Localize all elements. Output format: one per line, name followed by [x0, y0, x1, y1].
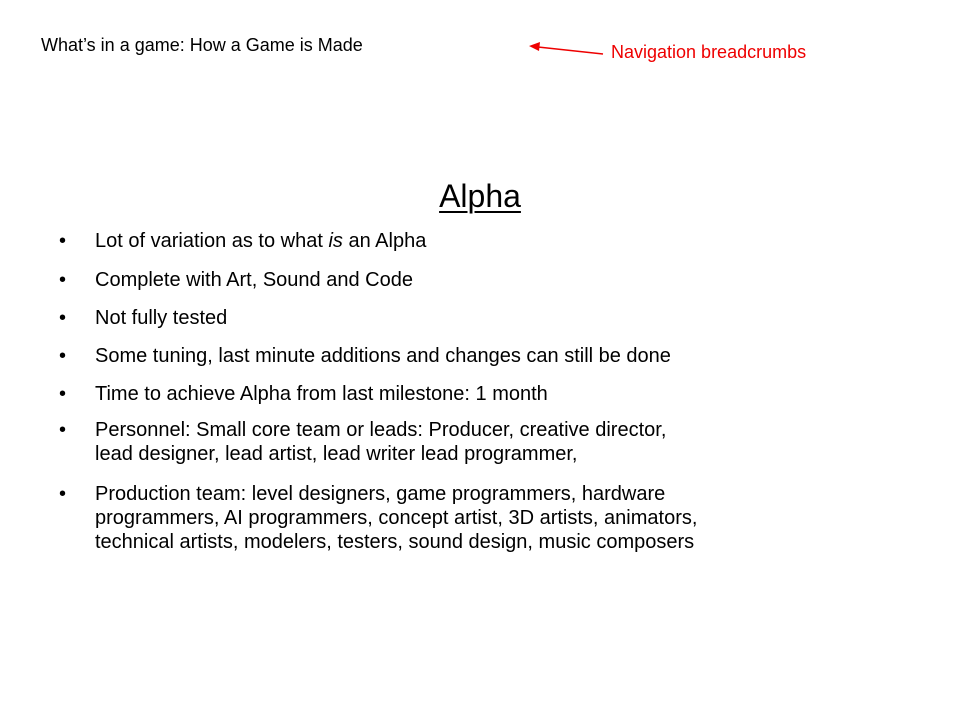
bullet-text: Complete with Art, Sound and Code	[95, 269, 413, 291]
bullet-text	[95, 482, 697, 554]
callout-arrow-line	[538, 47, 603, 54]
bullet-dot: •	[59, 483, 67, 505]
bullet-line: technical artists, modelers, testers, sound design, music composers	[95, 531, 695, 553]
bullet-text-part: an Alpha	[342, 230, 427, 252]
bullet-text: Some tuning, last minute additions and changes can still be done	[95, 345, 671, 367]
bullet-line: lead designer, lead artist, lead writer lead programmer,	[95, 443, 578, 465]
slide-title: Alpha	[439, 178, 521, 214]
bullet-line: Production team: level designers, game programmers, hardware	[95, 483, 666, 505]
bullet-dot: •	[59, 345, 67, 367]
bullet-text-part: Lot of variation as to what	[95, 230, 329, 252]
bullet-text: Not fully tested	[95, 307, 228, 329]
bullet-text: Time to achieve Alpha from last milestone: 1 month	[95, 383, 548, 405]
bullet-line: Personnel: Small core team or leads: Producer, creative director,	[95, 419, 667, 441]
bullet-dot: •	[59, 383, 67, 405]
bullet-dot: •	[59, 269, 67, 291]
annotation-label: Navigation breadcrumbs	[611, 42, 807, 62]
bullet-text-emphasis: is	[328, 230, 343, 252]
bullet-text	[95, 418, 666, 466]
bullet-dot: •	[59, 419, 67, 441]
bullet-dot: •	[59, 307, 67, 329]
bullet-dot: •	[59, 230, 67, 252]
callout-arrow-head	[529, 42, 540, 51]
breadcrumb[interactable]: What’s in a game: How a Game is Made	[41, 35, 363, 55]
bullet-line: programmers, AI programmers, concept artist, 3D artists, animators,	[95, 507, 698, 529]
bullet-text	[95, 229, 426, 253]
